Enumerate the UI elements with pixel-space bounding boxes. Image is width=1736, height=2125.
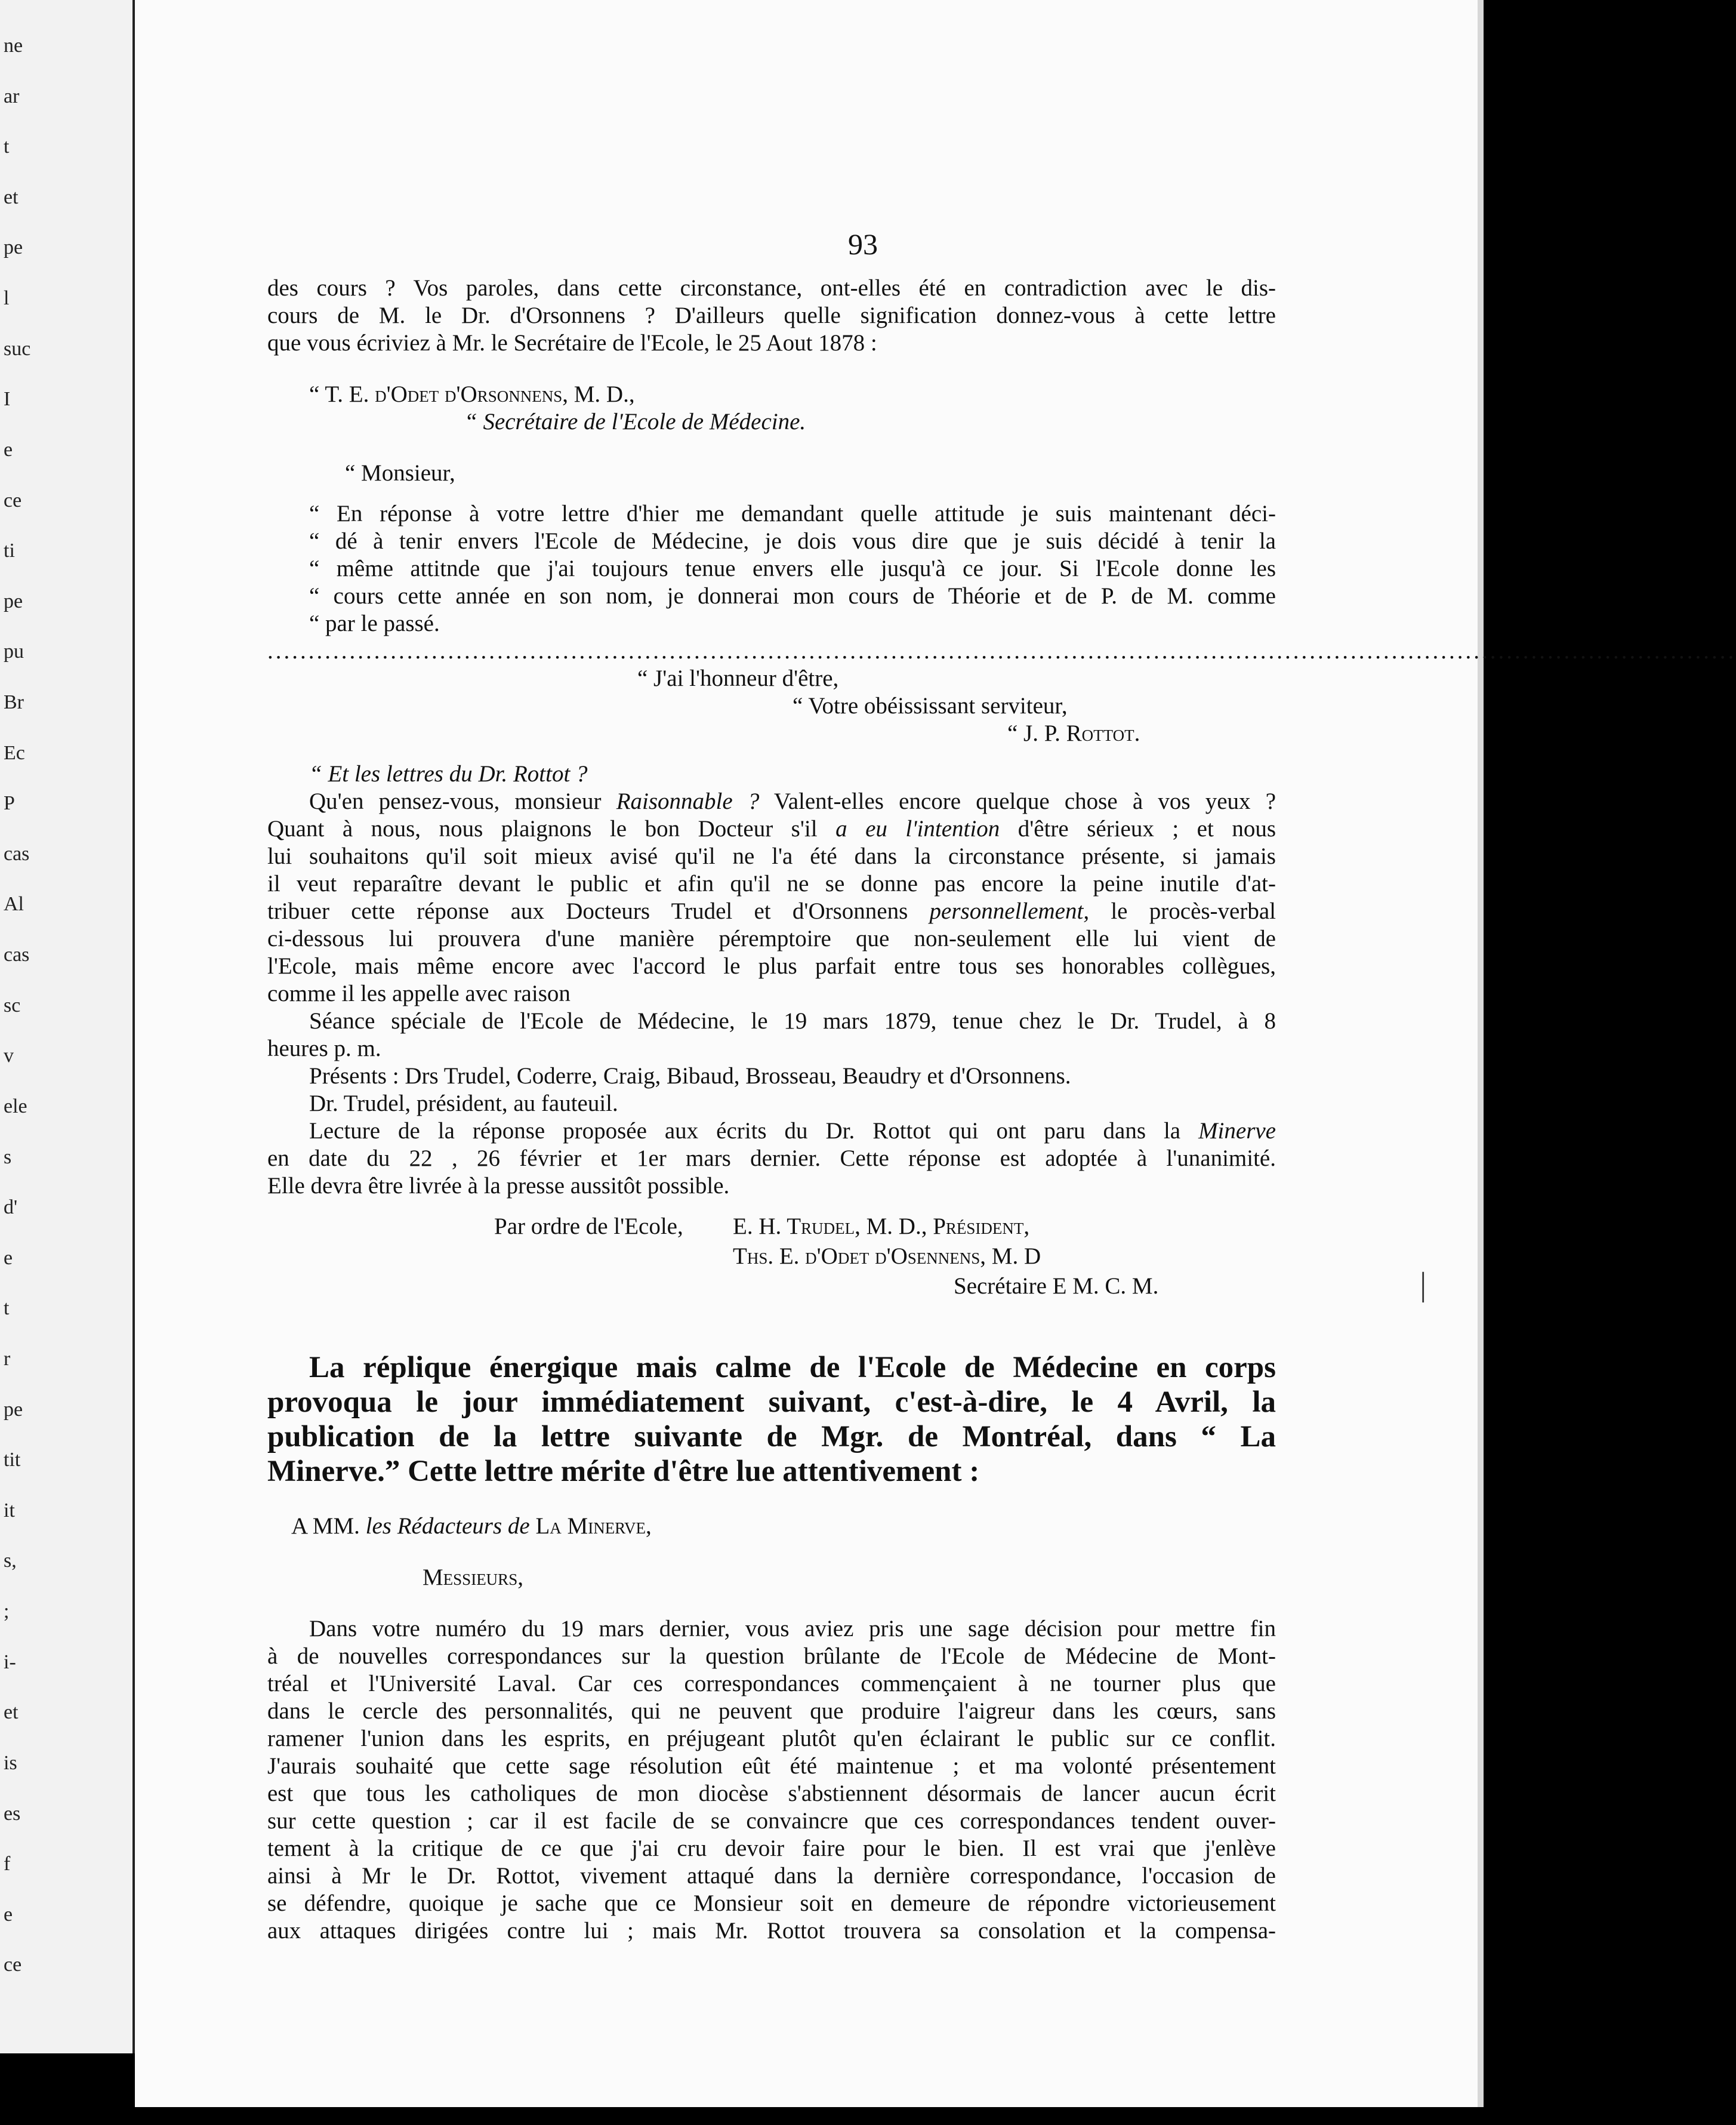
quoted-letter [267,381,1736,747]
letter-body [267,1615,1276,1945]
left-page-fragment: s, [4,1550,17,1572]
text-line: Dans votre numéro du 19 mars dernier, vous aviez pris une sage décision pour mettre fin [309,1616,1276,1642]
signature-president: E. H. Trudel, M. D., Président, [733,1214,1030,1239]
commentary-paragraph [267,788,1276,1008]
left-page-fragment: P [4,792,15,815]
left-page-fragment: pe [4,590,23,612]
left-page-fragment: pe [4,236,23,259]
left-page-fragment: pe [4,1398,23,1421]
text-line: à de nouvelles correspondances sur la question brûlante de l'Ecole de Médecine de Mont- [267,1643,1276,1669]
left-page-fragment: it [4,1499,15,1522]
text-span: tribuer cette réponse aux Docteurs Trudel et d'Orsonnens [267,898,930,924]
left-page-fragment: ne [4,35,23,57]
text-span: Lecture de la réponse proposée aux écrits du Dr. Rottot qui ont paru dans la [309,1118,1199,1144]
letter-addressee [267,1513,1276,1540]
letter-addressee: “ T. E. d'Odet d'Orsonnens, M. D., [309,381,635,407]
letter-closing: “ J'ai l'honneur d'être, [637,666,839,691]
signature-secretary-title: Secrétaire E M. C. M. [954,1273,1159,1299]
text-line: aux attaques dirigées contre lui ; mais Mr. Rottot trouvera sa consolation et la compensa- [267,1918,1276,1944]
left-page-fragment: suc [4,337,31,360]
text-span: Valent-elles encore quelque chose à vos yeux ? [759,789,1276,814]
left-page-fragment: e [4,1246,13,1269]
bold-line: Minerve.” Cette lettre mérite d'être lue attentivement : [267,1455,980,1488]
text-line: se défendre, quoique je sache que ce Monsieur soit en demeure de répondre victorieusement [267,1890,1276,1916]
left-page-fragment: ar [4,85,20,107]
text-line: cours de M. le Dr. d'Orsonnens ? D'ailleurs quelle signification donnez-vous à cette lettre [267,303,1276,328]
intro-paragraph [267,275,1276,357]
left-page-fragment: e [4,1903,13,1926]
left-page-fragment: ce [4,1954,22,1976]
text-line: des cours ? Vos paroles, dans cette circonstance, ont-elles été en contradiction avec le dis- [267,275,1276,301]
text-span: A MM. [291,1513,366,1539]
second-letter [267,1513,1276,1945]
text-line: sur cette question ; car il est facile de se convaincre que ces correspondances tendent ouver- [267,1808,1276,1834]
text-line: dans le cercle des personnalités, qui ne peuvent que produire l'aigreur dans les cœurs, sans [267,1698,1276,1724]
letter-signature: “ J. P. Rottot. [1007,720,1140,746]
left-page-fragment: s [4,1145,12,1168]
letter-addressee-title: “ Secrétaire de l'Ecole de Médecine. [464,409,806,435]
text-span: d'être sérieux ; et nous [1000,816,1276,842]
left-page-fragment: is [4,1751,17,1774]
left-page-fragment: v [4,1045,14,1067]
left-page-fragment: ce [4,489,22,512]
bold-line: provoqua le jour immédiatement suivant, c'est-à-dire, le 4 Avril, la [267,1385,1276,1419]
text-line: en date du 22 , 26 février et 1er mars dernier. Cette réponse est adoptée à l'unanimité. [267,1145,1276,1171]
left-page-fragment: t [4,1297,10,1320]
text-line: Séance spéciale de l'Ecole de Médecine, le 19 mars 1879, tenue chez le Dr. Trudel, à 8 [309,1008,1276,1034]
left-page-fragment: Ec [4,741,25,764]
letter-salutation: “ Monsieur, [345,460,455,486]
text-line: ainsi à Mr le Dr. Rottot, vivement attaqué dans la dernière correspondance, l'occasion de [267,1863,1276,1889]
text-line: “ même attitnde que j'ai toujours tenue envers elle jusqu'à ce jour. Si l'Ecole donne les [309,556,1276,581]
left-page-text-fragments [0,36,54,2029]
left-page-fragment: pu [4,640,24,663]
left-page-fragment: l [4,287,10,310]
text-line: lui souhaitons qu'il soit mieux avisé qu'il ne l'a été dans la circonstance présente, si jamais [267,843,1276,869]
question-line: “ Et les lettres du Dr. Rottot ? [309,761,588,787]
text-line: est que tous les catholiques de mon diocèse s'abstiennent désormais de lancer aucun écrit [267,1781,1276,1806]
letter-salutation: Messieurs, [423,1565,523,1590]
left-page-fragment: ; [4,1600,10,1623]
dotted-separator: ................................................................................................................................................................................... [267,638,1736,664]
signature-block [267,1213,1276,1326]
left-page-fragment: Br [4,691,24,713]
left-page-fragment: es [4,1802,21,1825]
text-span: Raisonnable ? [616,789,760,814]
text-line: il veut reparaître devant le public et afin qu'il ne se donne pas encore la peine inutile d'at- [267,871,1276,897]
text-line: comme il les appelle avec raison [267,981,571,1006]
signature-secretary: Ths. E. d'Odet d'Osennens, M. D [733,1243,1041,1269]
text-span: Qu'en pensez-vous, monsieur [309,789,616,814]
document-page [135,0,1736,2107]
text-line: “ En réponse à votre lettre d'hier me demandant quelle attitude je suis maintenant déci- [309,501,1276,526]
text-span: a eu l'intention [835,816,1000,842]
left-page-fragment: et [4,1701,18,1724]
text-line: tement à la critique de ce que j'ai cru devoir faire pour le bien. Il est vrai que j'enlève [267,1835,1276,1861]
text-span: Minerve [1198,1118,1276,1144]
left-page-fragment: Al [4,893,24,916]
left-page-fragment: I [4,388,11,411]
left-page-fragment: d' [4,1196,18,1219]
text-line: Elle devra être livrée à la presse aussitôt possible. [267,1173,730,1199]
left-page-fragment: e [4,438,13,461]
page-number: 93 [848,227,878,261]
text-span: personnellement, [929,898,1090,924]
text-line: Dr. Trudel, président, au fauteuil. [309,1091,618,1116]
page-content [267,275,1736,1945]
left-page-fragment: i- [4,1650,16,1673]
text-line: “ par le passé. [309,611,440,636]
bold-line: publication de la lettre suivante de Mgr. de Montréal, dans “ La [267,1420,1276,1453]
text-line: “ cours cette année en son nom, je donnerai mon cours de Théorie et de P. de M. comme [309,583,1276,609]
text-line: tréal et l'Université Laval. Car ces correspondances commençaient à ne tourner plus que [267,1671,1276,1696]
meeting-minutes [267,1008,1276,1200]
left-page-fragment: et [4,186,18,208]
bold-paragraph [267,1350,1276,1489]
left-page-fragment: sc [4,994,21,1017]
margin-mark: | [1418,1266,1427,1303]
text-line: l'Ecole, mais même encore avec l'accord le plus parfait entre tous ses honorables collègues, [267,953,1276,979]
text-line: heures p. m. [267,1036,381,1061]
text-line: ci-dessous lui prouvera d'une manière péremptoire que non-seulement elle lui vient de [267,926,1276,951]
left-page-fragment: cas [4,842,30,865]
left-page-fragment: ti [4,540,15,562]
signature-order: Par ordre de l'Ecole, [494,1214,683,1239]
letter-closing: “ Votre obéississant serviteur, [793,693,1068,719]
text-span: Quant à nous, nous plaignons le bon Docteur s'il [267,816,836,842]
left-page-fragment: tit [4,1449,21,1471]
text-span: les Rédacteurs de [365,1513,530,1539]
bold-line: La réplique énergique mais calme de l'Ecole de Médecine en corps [309,1351,1276,1384]
left-page-fragment: t [4,135,10,158]
left-page-fragment: r [4,1348,11,1370]
text-line: ramener l'union dans les esprits, en préjugeant plutôt qu'en éclairant le public sur ce conflit. [267,1726,1276,1751]
text-line: J'aurais souhaité que cette sage résolution eût été maintenue ; et ma volonté présentement [267,1753,1276,1779]
left-page-fragment: cas [4,944,30,966]
adjacent-left-page [0,0,135,2053]
text-span: La Minerve, [529,1513,652,1539]
left-page-fragment: f [4,1853,11,1875]
text-span: le procès-verbal [1089,898,1276,924]
left-page-fragment: ele [4,1095,27,1117]
text-line: que vous écriviez à Mr. le Secrétaire de l'Ecole, le 25 Aout 1878 : [267,330,877,356]
text-line: “ dé à tenir envers l'Ecole de Médecine, je dois vous dire que je suis décidé à tenir la [309,528,1276,554]
text-line: Présents : Drs Trudel, Coderre, Craig, Bibaud, Brosseau, Beaudry et d'Orsonnens. [309,1063,1071,1089]
